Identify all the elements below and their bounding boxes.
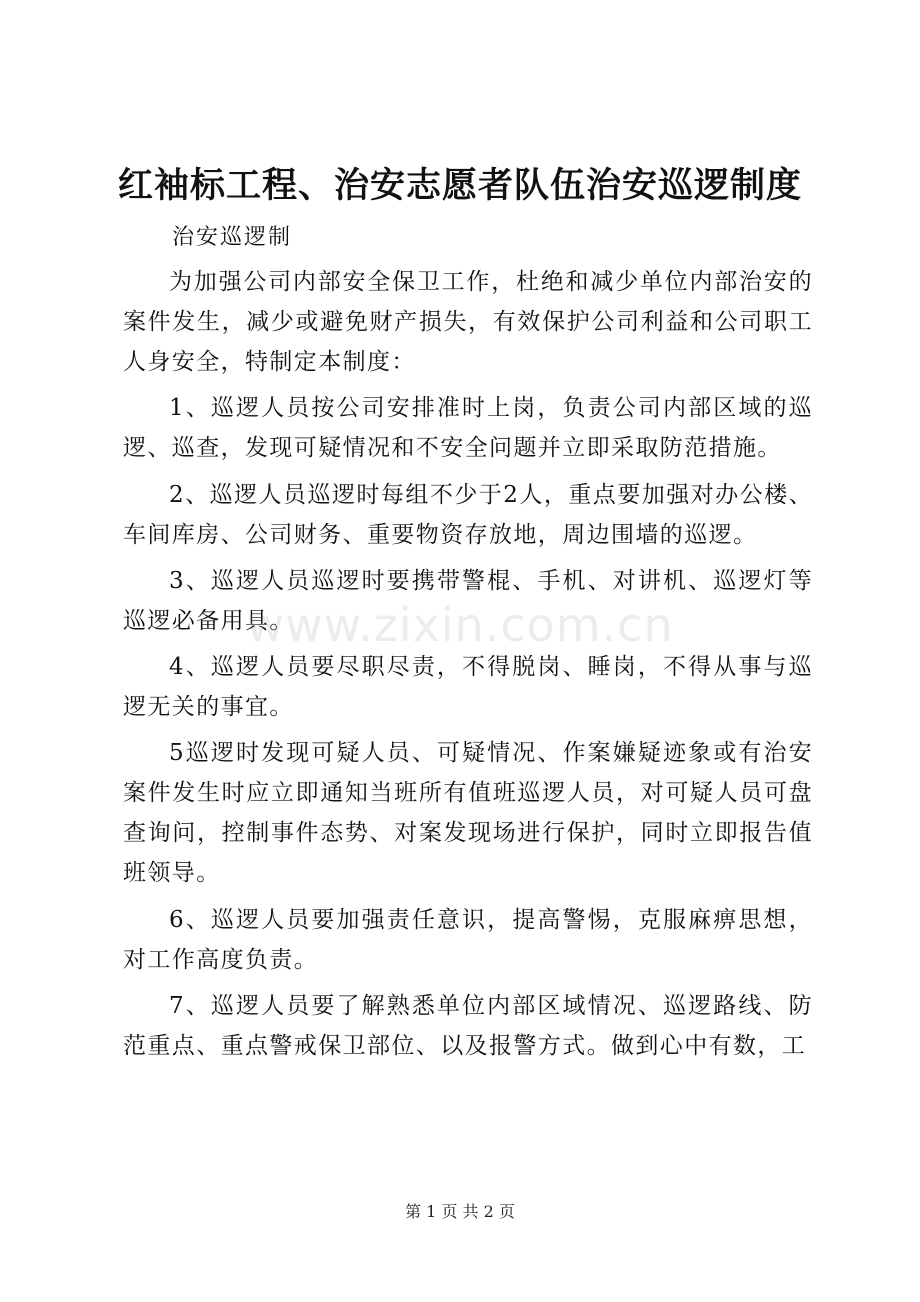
paragraph-rule-1: 1、巡逻人员按公司安排准时上岗，负责公司内部区域的巡逻、巡查，发现可疑情况和不安全问题并立即采取防范措施。 <box>123 395 813 462</box>
paragraph-rule-7: 7、巡逻人员要了解熟悉单位内部区域情况、巡逻路线、防范重点、重点警戒保卫部位、以及报警方式。做到心中有数，工 <box>123 993 813 1060</box>
paragraph-rule-4: 4、巡逻人员要尽职尽责，不得脱岗、睡岗，不得从事与巡逻无关的事宜。 <box>123 654 813 721</box>
paragraph-rule-3: 3、巡逻人员巡逻时要携带警棍、手机、对讲机、巡逻灯等巡逻必备用具。 <box>123 567 813 634</box>
paragraph-rule-2: 2、巡逻人员巡逻时每组不少于2人，重点要加强对办公楼、车间库房、公司财务、重要物资存放地，周边围墙的巡逻。 <box>123 481 813 548</box>
paragraph-intro: 为加强公司内部安全保卫工作，杜绝和减少单位内部治安的案件发生，减少或避免财产损失，有效保护公司利益和公司职工人身安全，特制定本制度： <box>123 269 813 375</box>
document-title: 红袖标工程、治安志愿者队伍治安巡逻制度 <box>117 165 802 206</box>
paragraph-rule-5: 5巡逻时发现可疑人员、可疑情况、作案嫌疑迹象或有治安案件发生时应立即通知当班所有值班巡逻人员，对可疑人员可盘查询问，控制事件态势、对案发现场进行保护，同时立即报告值班领导。 <box>123 740 813 887</box>
document-subtitle: 治安巡逻制 <box>172 225 293 250</box>
document-body <box>123 262 813 1072</box>
paragraph-rule-6: 6、巡逻人员要加强责任意识，提高警惕，克服麻痹思想，对工作高度负责。 <box>123 906 813 973</box>
site-watermark: www.zixin.com.cn <box>246 598 674 652</box>
page-number-footer: 第 1 页 共 2 页 <box>405 1202 515 1221</box>
